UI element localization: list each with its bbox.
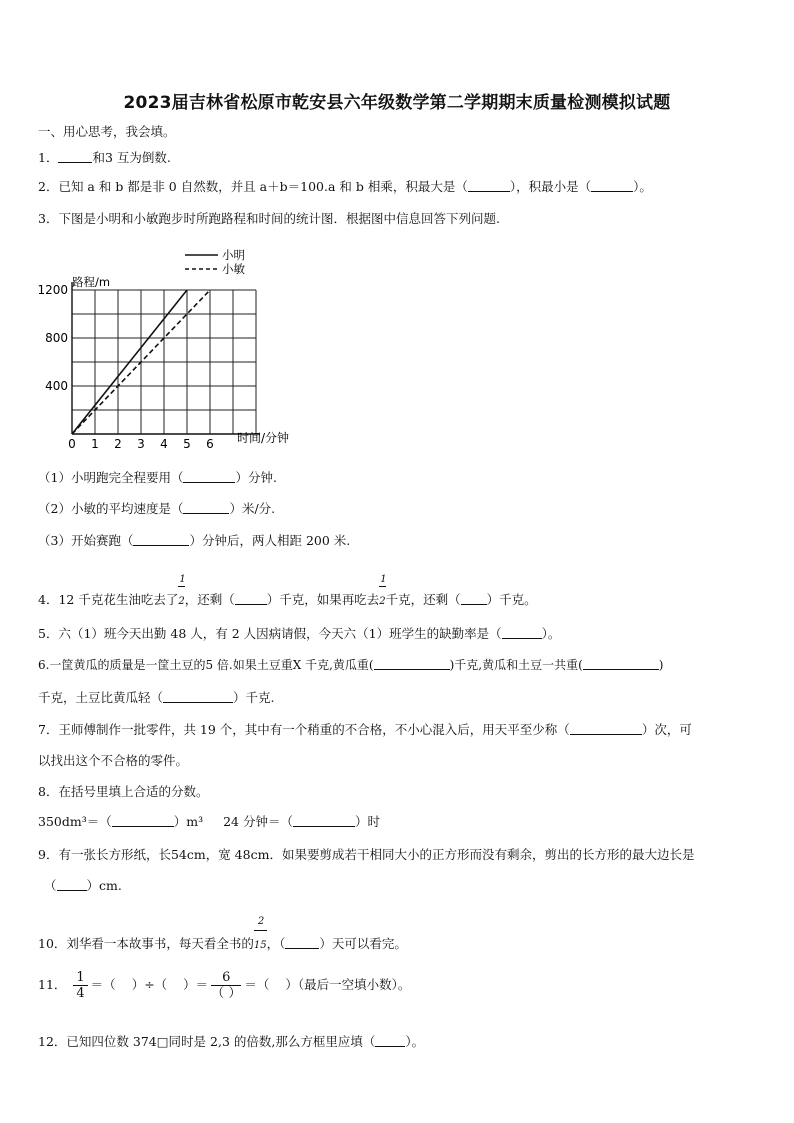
x-tick-label: 3	[137, 437, 145, 451]
question-text: ，还剩（	[184, 592, 235, 607]
question-text: ）千克。	[486, 592, 537, 607]
chart-legend	[185, 248, 245, 276]
question-number: 11．	[38, 977, 67, 992]
question-6	[38, 656, 663, 673]
answer-blank[interactable]	[375, 1034, 405, 1047]
question-text: （3）开始赛跑（	[38, 533, 134, 548]
question-3-part-1	[38, 468, 277, 486]
question-text: 已知四位数 374□同时是 2,3 的倍数,那么方框里应填（	[66, 1034, 376, 1049]
question-3	[38, 209, 500, 227]
question-5	[38, 624, 560, 642]
answer-blank[interactable]	[133, 533, 189, 546]
y-axis-label: 路程/m	[72, 275, 111, 289]
question-text: 350dm³＝（	[38, 814, 112, 829]
answer-blank[interactable]	[183, 470, 235, 483]
question-text: ）千克，如果再吃去	[266, 592, 380, 607]
question-number: 8．	[38, 784, 59, 799]
chart-axes	[72, 282, 260, 434]
question-text: ）时	[355, 814, 381, 829]
x-tick-label: 6	[206, 437, 214, 451]
x-tick-label: 5	[183, 437, 191, 451]
answer-blank[interactable]	[235, 592, 267, 605]
fraction-six-over-blank: $\frac{6}{( )}$	[211, 970, 242, 1001]
fraction-one-quarter: $\frac{1}{4}$	[73, 970, 87, 1001]
question-text: ）m³	[173, 814, 204, 829]
question-10	[38, 916, 407, 952]
question-4	[38, 574, 537, 608]
fraction-half: $\frac{1}{2}$	[379, 574, 387, 607]
answer-blank[interactable]	[163, 690, 233, 703]
question-text: 24 分钟＝（	[223, 814, 293, 829]
question-text: ）＝	[183, 977, 209, 992]
question-text: 千克，还剩（	[385, 592, 461, 607]
question-number: 5．	[38, 626, 59, 641]
question-text: 下图是小明和小敏跑步时所跑路程和时间的统计图．根据图中信息回答下列问题.	[58, 211, 500, 226]
question-text: ）分钟后，两人相距 200 米.	[189, 533, 351, 548]
question-text: ）。	[633, 179, 652, 194]
answer-blank[interactable]	[112, 814, 174, 827]
question-text: 已知 a 和 b 都是非 0 自然数，并且 a＋b＝100.a 和 b 相乘，积最大是（	[58, 179, 468, 194]
fraction-half: $\frac{1}{2}$	[178, 574, 186, 607]
question-9-cont	[44, 876, 122, 894]
question-7-cont: 以找出这个不合格的零件。	[38, 753, 189, 768]
answer-blank[interactable]	[183, 501, 229, 514]
question-6-cont	[38, 688, 275, 706]
legend-label: 小敏	[222, 262, 245, 276]
question-number: 3．	[38, 211, 59, 226]
chart-grid	[72, 290, 256, 434]
question-number: 7．	[38, 722, 59, 737]
x-tick-label: 1	[91, 437, 99, 451]
question-number: 10．	[38, 936, 67, 951]
question-text: 六（1）班今天出勤 48 人，有 2 人因病请假，今天六（1）班学生的缺勤率是（	[58, 626, 502, 641]
question-text: ＝（	[90, 977, 116, 992]
distance-time-chart	[30, 245, 330, 455]
question-number: 12．	[38, 1034, 67, 1049]
question-text: 王师傅制作一批零件，共 19 个，其中有一个稍重的不合格，不小心混入后，用天平至少称（	[58, 722, 570, 737]
answer-blank[interactable]	[58, 150, 92, 163]
page-title: 2023届吉林省松原市乾安县六年级数学第二学期期末质量检测模拟试题	[123, 93, 671, 113]
answer-blank[interactable]	[374, 657, 450, 670]
question-text: )千克,黄瓜和土豆一共重(	[449, 658, 583, 672]
y-tick-label: 800	[45, 331, 68, 345]
question-text: ）。	[405, 1034, 425, 1049]
question-text: （2）小敏的平均速度是（	[38, 501, 184, 516]
question-text: ＝（	[244, 977, 270, 992]
question-3-part-3	[38, 531, 350, 549]
question-2	[38, 177, 652, 195]
question-7	[38, 720, 692, 738]
answer-blank[interactable]	[570, 722, 642, 735]
question-8	[38, 782, 208, 800]
question-text: ）cm.	[86, 878, 122, 893]
question-text: 6.一筐黄瓜的质量是一筐土豆的5 倍.如果土豆重X 千克,黄瓜重(	[38, 658, 374, 672]
question-text: ）次，可	[641, 722, 692, 737]
question-text: （1）小明跑完全程要用（	[38, 470, 184, 485]
question-text: ）天可以看完。	[319, 936, 407, 951]
section-heading: 一、用心思考，我会填。	[38, 124, 176, 139]
question-text: ）÷（	[131, 977, 168, 992]
y-tick-label: 1200	[37, 283, 68, 297]
answer-blank[interactable]	[468, 179, 510, 192]
question-9	[38, 845, 694, 863]
answer-blank[interactable]	[591, 179, 633, 192]
x-tick-label: 2	[114, 437, 122, 451]
question-text: ，（	[266, 936, 286, 951]
answer-blank[interactable]	[285, 936, 319, 949]
x-axis-label: 时间/分钟	[237, 431, 290, 445]
question-12	[38, 1032, 424, 1050]
question-8-items	[38, 812, 380, 830]
question-text: )	[658, 658, 664, 672]
question-text: ）米/分.	[229, 501, 276, 516]
answer-blank[interactable]	[583, 657, 659, 670]
question-text: ）（最后一空填小数）。	[285, 977, 411, 992]
question-number: 1．	[38, 150, 59, 165]
answer-blank[interactable]	[461, 592, 487, 605]
answer-blank[interactable]	[293, 814, 355, 827]
question-text: ）分钟.	[235, 470, 277, 485]
question-text: 和3 互为倒数.	[92, 150, 171, 165]
y-tick-label: 400	[45, 379, 68, 393]
question-number: 2．	[38, 179, 59, 194]
answer-blank[interactable]	[57, 878, 87, 891]
question-number: 9．	[38, 847, 59, 862]
question-text: 有一张长方形纸，长54cm，宽 48cm．如果要剪成若干相同大小的正方形而没有剩余，剪出的长方形的最大边长是	[58, 847, 695, 862]
question-text: 刘华看一本故事书，每天看全书的	[66, 936, 254, 951]
question-text: （	[44, 878, 57, 893]
question-1	[38, 148, 171, 166]
question-number: 4．	[38, 592, 59, 607]
question-11	[38, 970, 410, 1001]
x-tick-label: 4	[160, 437, 168, 451]
question-text: ）千克.	[233, 690, 275, 705]
question-3-part-2	[38, 499, 275, 517]
x-tick-label: 0	[68, 437, 76, 451]
question-text: 12 千克花生油吃去了	[58, 592, 179, 607]
legend-label: 小明	[222, 248, 245, 262]
fraction-two-fifteenths: $\frac{2}{15}$	[253, 916, 267, 951]
question-text: 千克，土豆比黄瓜轻（	[38, 690, 164, 705]
question-text: ），积最小是（	[509, 179, 592, 194]
answer-blank[interactable]	[502, 626, 542, 639]
question-text: ）。	[541, 626, 561, 641]
question-text: 在括号里填上合适的分数。	[58, 784, 209, 799]
